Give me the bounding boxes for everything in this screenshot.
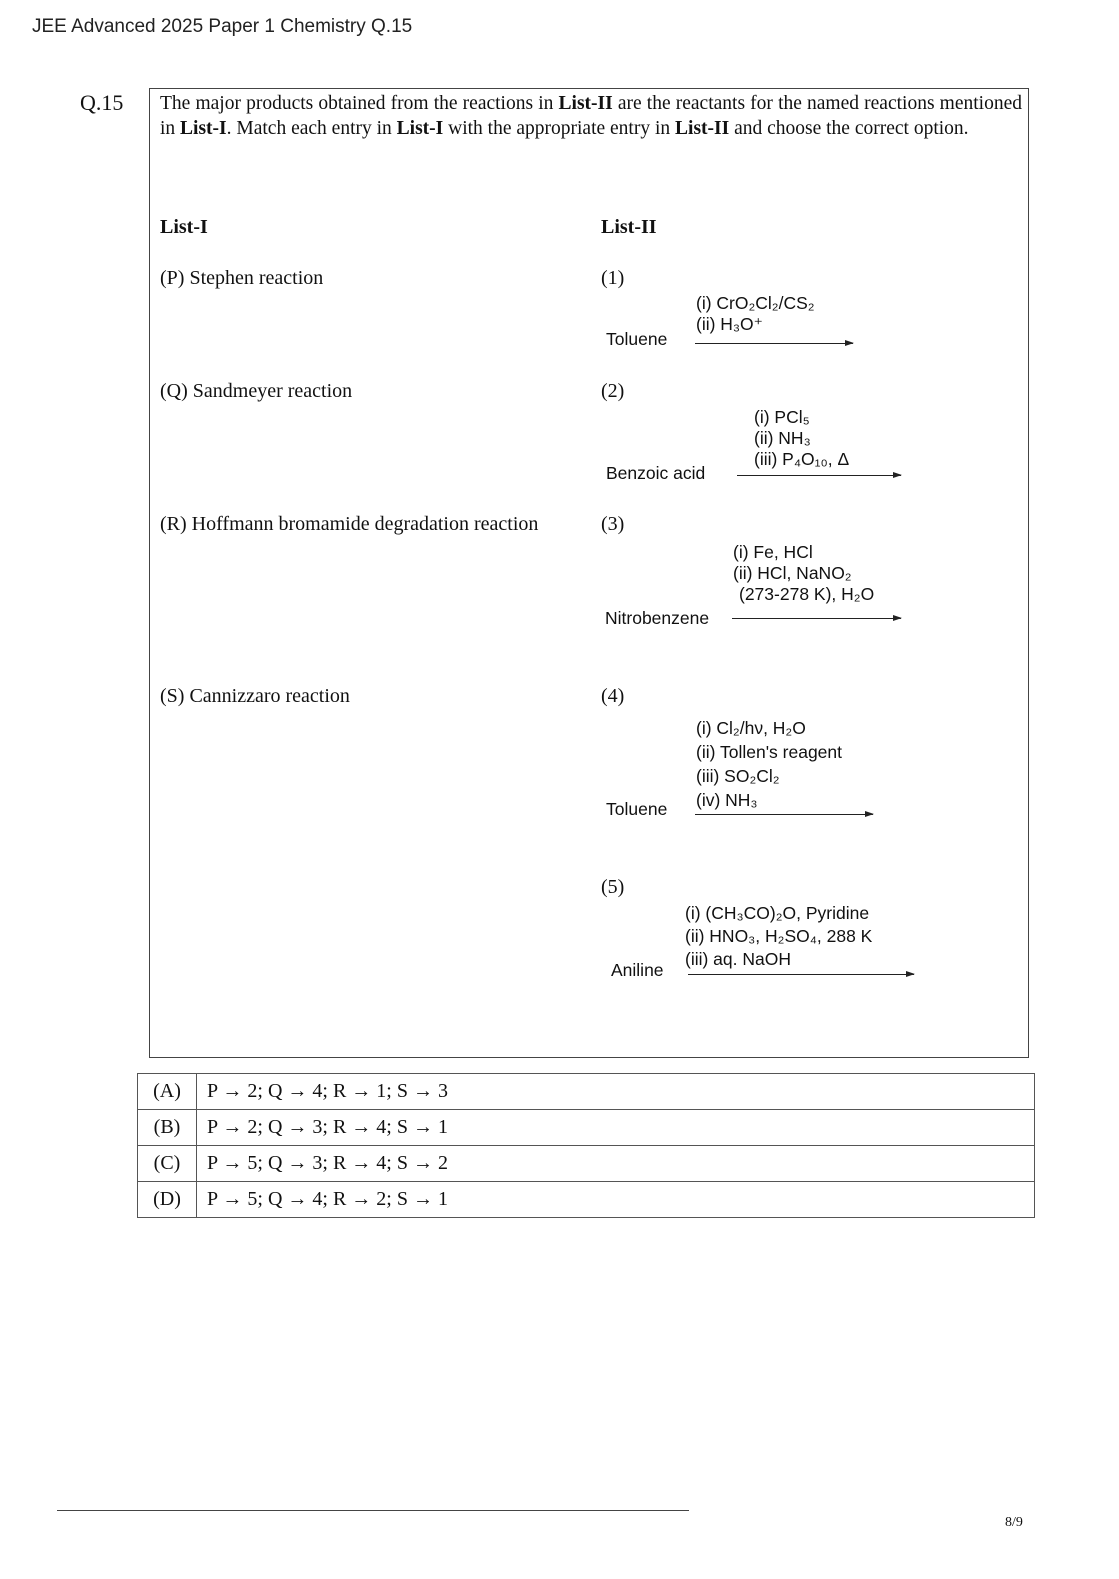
condition-line: (iii) aq. NaOH: [685, 949, 791, 969]
option-row-c[interactable]: [138, 1146, 1035, 1182]
condition-line: (ii) HNO₃, H₂SO₄, 288 K: [685, 926, 873, 946]
reaction-arrow: [688, 974, 914, 975]
question-stem: [160, 91, 1022, 141]
option-label: (B): [138, 1110, 197, 1146]
page-header: JEE Advanced 2025 Paper 1 Chemistry Q.15: [32, 16, 413, 37]
list1-item-p: (P) Stephen reaction: [160, 267, 324, 289]
option-text: P → 2; Q → 3; R → 4; S → 1: [197, 1110, 1035, 1146]
stem-bold: List-I: [180, 118, 227, 139]
reactant-name: Toluene: [606, 799, 668, 819]
list2-label-2: (2): [601, 380, 625, 402]
condition-line: (i) Cl₂/hν, H₂O: [696, 718, 806, 738]
page-number: 8/9: [1005, 1515, 1023, 1530]
option-text: P → 2; Q → 4; R → 1; S → 3: [197, 1074, 1035, 1110]
list2-label-4: (4): [601, 685, 625, 707]
stem-text: are the reactants for the named reactions mentioned in: [160, 93, 1022, 139]
list2-label-1: (1): [601, 267, 625, 289]
option-label: (D): [138, 1182, 197, 1218]
reaction-conditions: [685, 902, 872, 971]
reaction-arrow: [737, 475, 901, 476]
stem-text: . Match each entry in: [226, 118, 397, 139]
stem-bold: List-II: [675, 118, 730, 139]
list1-item-s: (S) Cannizzaro reaction: [160, 685, 350, 707]
stem-text: and choose the correct option.: [729, 118, 969, 139]
condition-line: (ii) Tollen's reagent: [696, 742, 843, 762]
footer-divider: [57, 1510, 689, 1511]
answer-options-table: [137, 1073, 1035, 1218]
condition-line: (ii) H₃O⁺: [696, 314, 763, 334]
list1-item-r: (R) Hoffmann bromamide degradation reaction: [160, 513, 539, 535]
reactant-name: Benzoic acid: [606, 463, 706, 483]
list2-label-5: (5): [601, 876, 625, 898]
condition-line: (ii) NH₃: [754, 428, 811, 448]
question-number: Q.15: [80, 90, 124, 115]
option-text: P → 5; Q → 3; R → 4; S → 2: [197, 1146, 1035, 1182]
stem-text: The major products obtained from the reactions in: [160, 93, 559, 114]
stem-text: with the appropriate entry in: [443, 118, 676, 139]
list1-heading: List-I: [160, 216, 208, 238]
list2-heading: List-II: [601, 216, 657, 238]
condition-line: (iv) NH₃: [696, 790, 758, 810]
option-text: P → 5; Q → 4; R → 2; S → 1: [197, 1182, 1035, 1218]
reactant-name: Aniline: [611, 960, 664, 980]
reaction-conditions: [696, 293, 815, 335]
reaction-conditions: [733, 542, 874, 605]
question-box: [149, 88, 1029, 1058]
condition-line: (273-278 K), H₂O: [739, 584, 875, 604]
reactant-name: Nitrobenzene: [605, 608, 710, 628]
list2-label-3: (3): [601, 513, 625, 535]
stem-bold: List-I: [396, 118, 444, 139]
condition-line: (i) CrO₂Cl₂/CS₂: [696, 293, 815, 313]
option-row-d[interactable]: [138, 1182, 1035, 1218]
option-label: (A): [138, 1074, 197, 1110]
option-row-a[interactable]: [138, 1074, 1035, 1110]
condition-line: (i) Fe, HCl: [733, 542, 813, 562]
option-row-b[interactable]: [138, 1110, 1035, 1146]
condition-line: (iii) SO₂Cl₂: [696, 766, 780, 786]
condition-line: (iii) P₄O₁₀, Δ: [754, 449, 850, 469]
condition-line: (ii) HCl, NaNO₂: [733, 563, 852, 583]
list1-item-q: (Q) Sandmeyer reaction: [160, 380, 353, 402]
reactant-name: Toluene: [606, 329, 668, 349]
reaction-arrow: [695, 814, 873, 815]
reaction-arrow: [695, 343, 853, 344]
condition-line: (i) (CH₃CO)₂O, Pyridine: [685, 903, 870, 923]
condition-line: (i) PCl₅: [754, 407, 810, 427]
option-label: (C): [138, 1146, 197, 1182]
reaction-arrow: [732, 618, 901, 619]
reaction-conditions: [754, 407, 849, 470]
stem-bold: List-II: [558, 93, 613, 114]
reaction-conditions: [696, 716, 842, 812]
